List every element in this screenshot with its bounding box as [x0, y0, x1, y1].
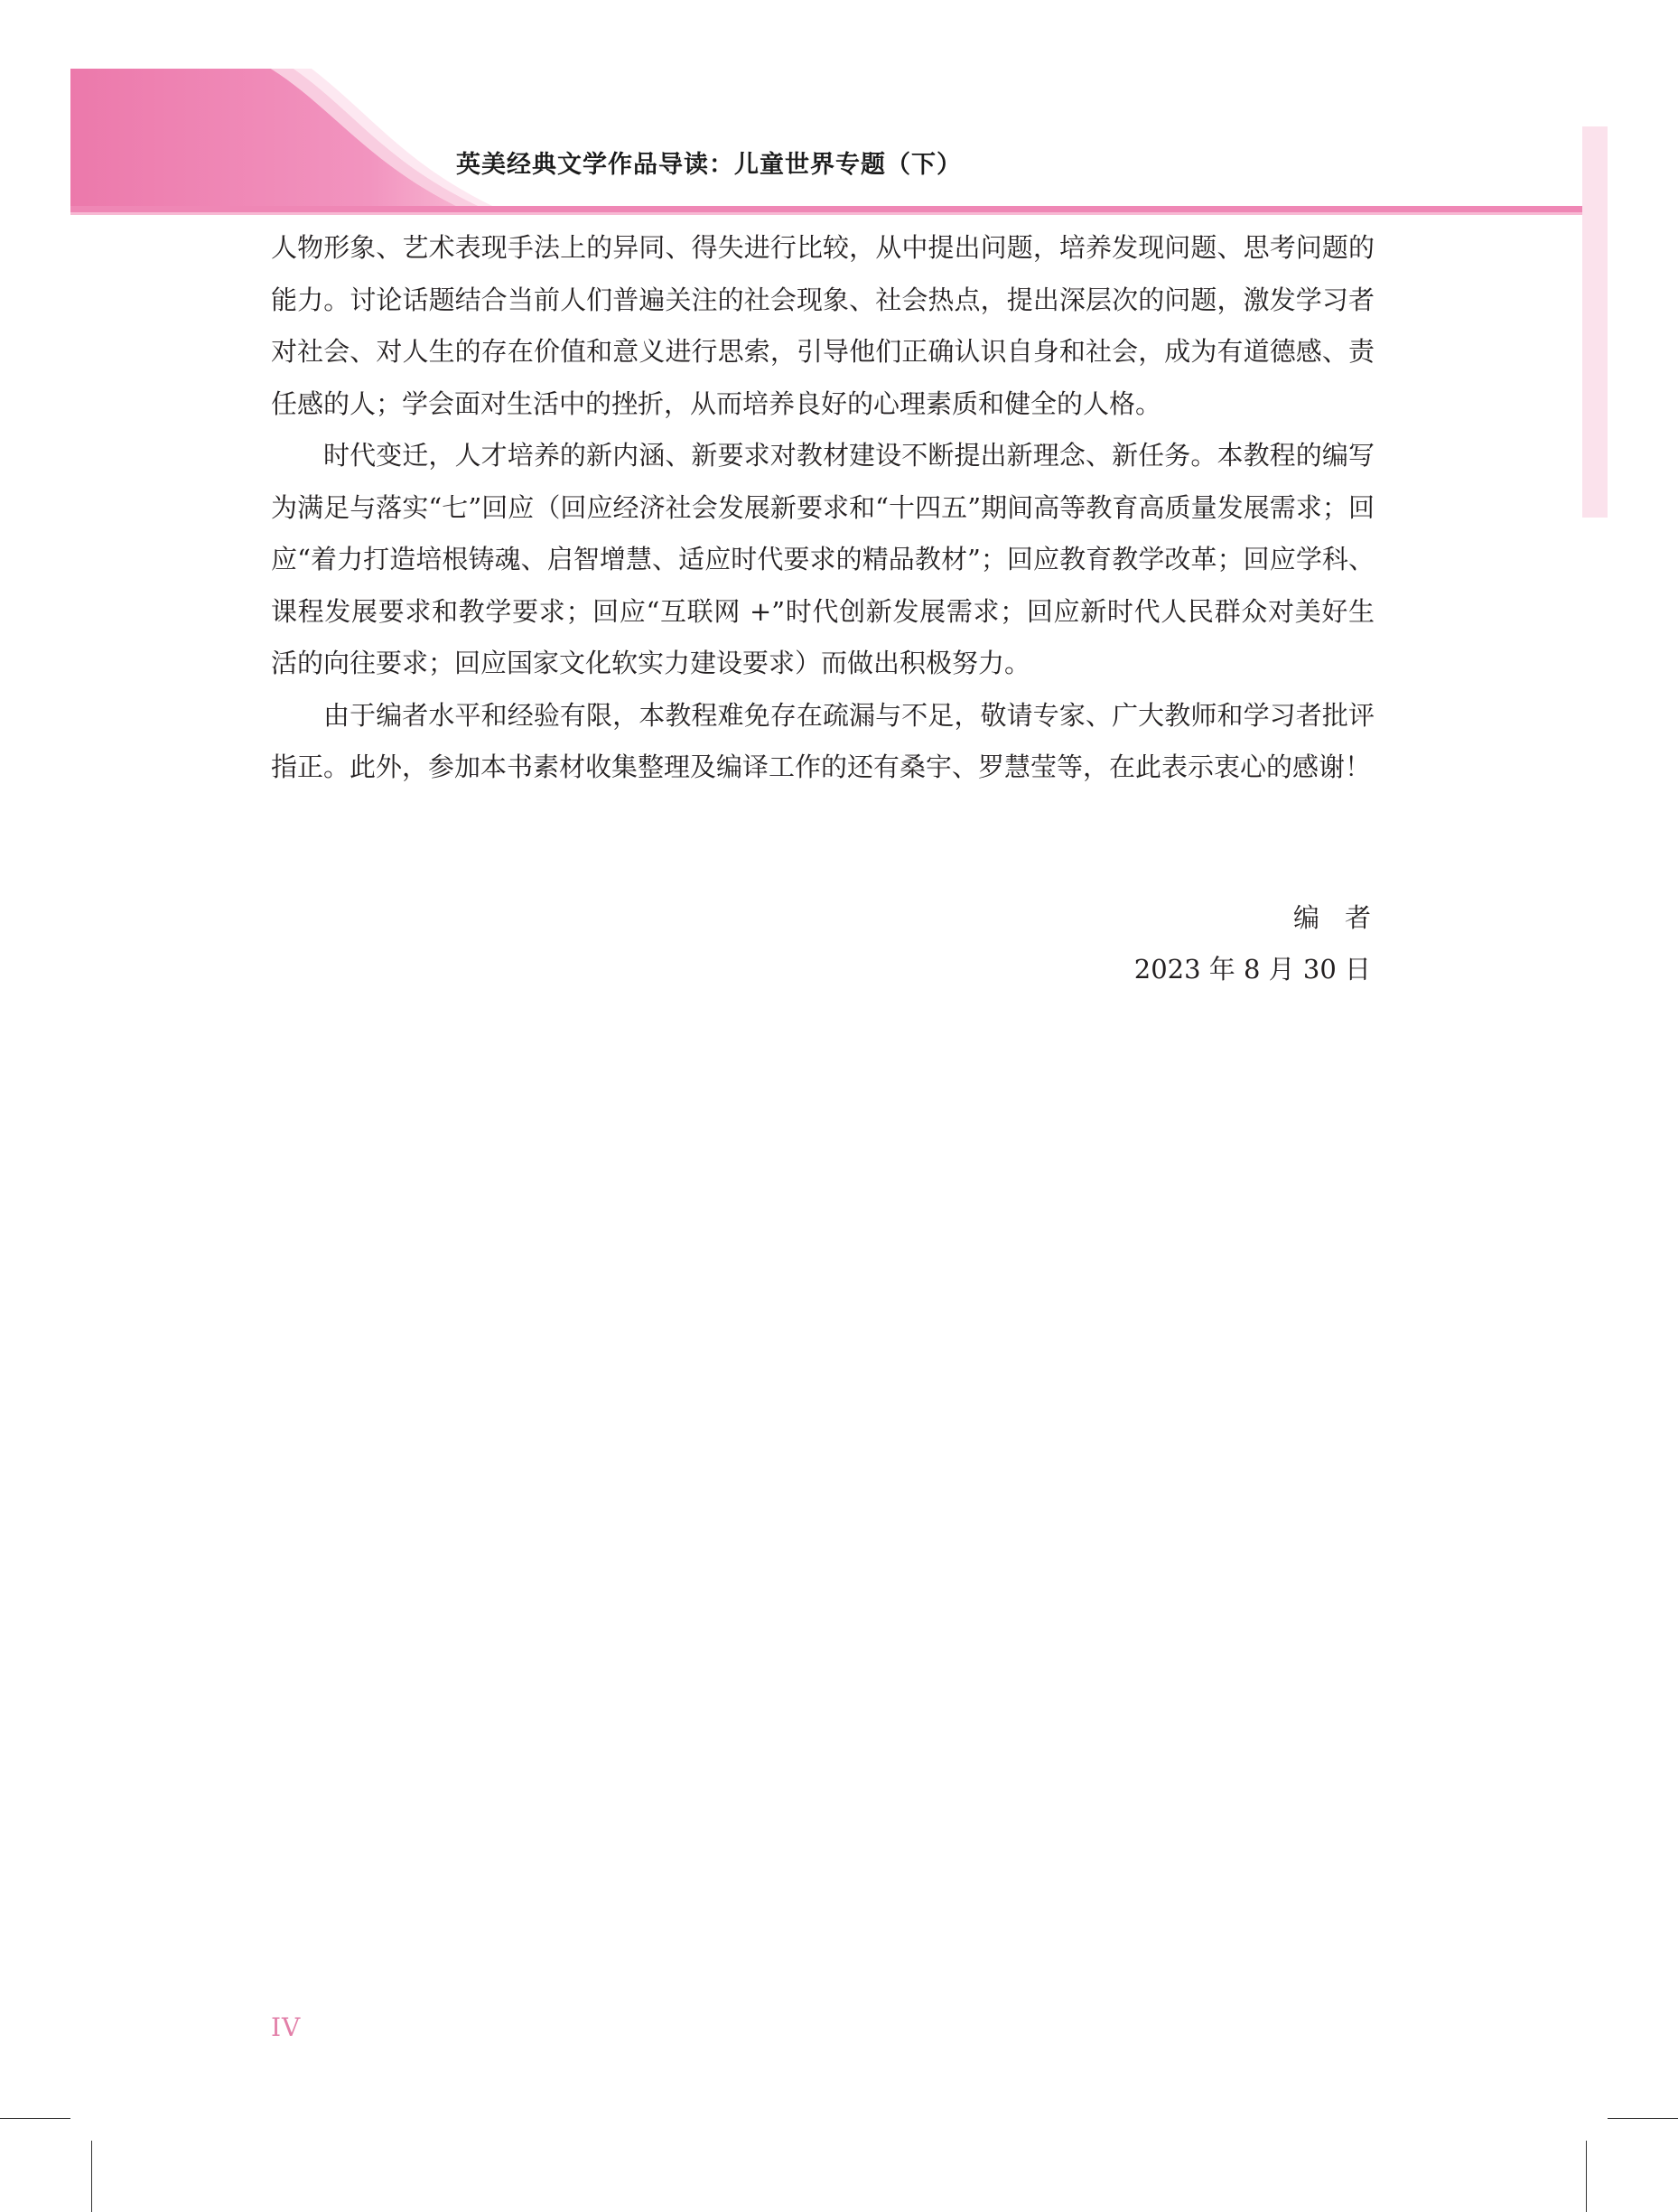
running-title: 英美经典文学作品导读：儿童世界专题（下）: [456, 151, 962, 179]
paragraph-1: 人物形象、艺术表现手法上的异同、得失进行比较，从中提出问题，培养发现问题、思考问题的能力。讨论话题结合当前人们普遍关注的社会现象、社会热点，提出深层次的问题，激发学习者对社会、对人生的存在价值和意义进行思索，引导他们正确认识自身和社会，成为有道德感、责任感的人；学会面对生活中的挫折，从而培养良好的心理素质和健全的人格。: [271, 232, 1375, 419]
crop-mark-bottom-right-horizontal: [1608, 2118, 1678, 2119]
header-decoration: [0, 0, 1678, 221]
body-text: [271, 222, 1375, 794]
crop-mark-bottom-left-vertical: [91, 2141, 92, 2212]
page-number: IV: [271, 2012, 302, 2042]
paragraph-3: 由于编者水平和经验有限，本教程难免存在疏漏与不足，敬请专家、广大教师和学习者批评指正。此外，参加本书素材收集整理及编译工作的还有桑宇、罗慧莹等，在此表示衷心的感谢！: [271, 699, 1375, 782]
side-tab: [1582, 126, 1608, 518]
author-signature: 编者: [1292, 902, 1396, 933]
signature-date: 2023 年 8 月 30 日: [1133, 954, 1371, 985]
crop-mark-bottom-left-horizontal: [0, 2118, 70, 2119]
paragraph-2: 时代变迁，人才培养的新内涵、新要求对教材建设不断提出新理念、新任务。本教程的编写为满足与落实“七”回应（回应经济社会发展新要求和“十四五”期间高等教育高质量发展需求；回应“着力打造培根铸魂、启智增慧、适应时代要求的精品教材”；回应教育教学改革；回应学科、课程发展要求和教学要求；回应“互联网 +”时代创新发展需求；回应新时代人民群众对美好生活的向往要求；回应国家文化软实力建设要求）而做出积极努力。: [271, 440, 1375, 678]
signature: [1133, 892, 1396, 995]
crop-mark-bottom-right-vertical: [1586, 2141, 1587, 2212]
